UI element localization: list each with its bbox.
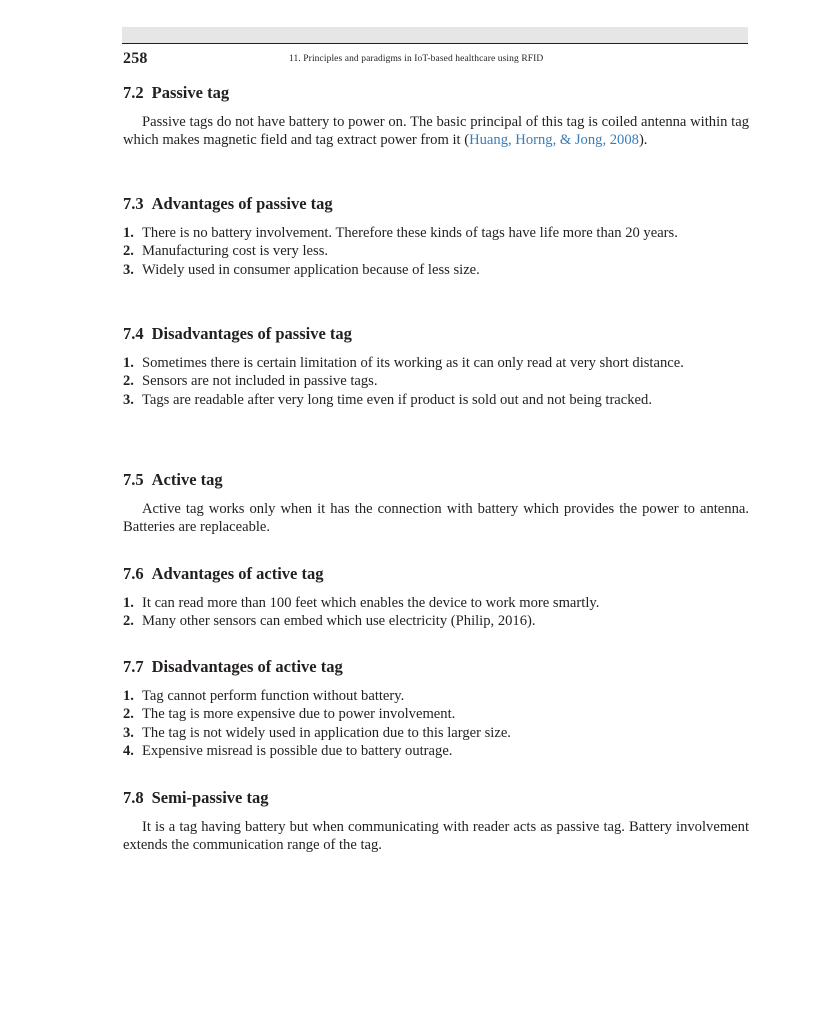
section-advantages-passive-tag	[123, 194, 749, 279]
header-band	[122, 27, 748, 43]
section-heading: 7.3 Advantages of passive tag	[123, 194, 333, 213]
numbered-list	[123, 594, 749, 631]
section-heading: 7.4 Disadvantages of passive tag	[123, 324, 352, 343]
section-disadvantages-passive-tag	[123, 324, 749, 409]
list-item: 1. Sometimes there is certain limitation of its working as it can only read at very short distance.	[123, 355, 684, 371]
section-heading: 7.7 Disadvantages of active tag	[123, 657, 343, 676]
list-item: 1. It can read more than 100 feet which enables the device to work more smartly.	[123, 595, 600, 611]
page-number: 258	[123, 50, 148, 67]
list-item: 3. Widely used in consumer application because of less size.	[123, 261, 480, 278]
list-item: 3. Tags are readable after very long time even if product is sold out and not being tracked.	[123, 391, 652, 408]
numbered-list	[123, 224, 749, 279]
section-advantages-active-tag	[123, 564, 749, 631]
list-item: 2. Many other sensors can embed which use electricity (Philip, 2016).	[123, 613, 536, 630]
section-heading: 7.5 Active tag	[123, 470, 223, 489]
section-active-tag	[123, 470, 749, 537]
numbered-list	[123, 687, 749, 760]
list-item: 2. Sensors are not included in passive tags.	[123, 373, 378, 390]
section-semi-passive-tag	[123, 788, 749, 855]
list-item: 1. Tag cannot perform function without battery.	[123, 688, 405, 704]
section-paragraph: It is a tag having battery but when communicating with reader acts as passive tag. Battery involvement extends the communication range of the tag.	[123, 819, 749, 854]
section-heading: 7.6 Advantages of active tag	[123, 564, 324, 583]
section-passive-tag	[123, 83, 749, 150]
list-item: 2. The tag is more expensive due to power involvement.	[123, 706, 456, 723]
section-paragraph: Passive tags do not have battery to power on. The basic principal of this tag is coiled antenna within tag which makes magnetic field and tag extract power from it (Huang, Horng, & Jong, 2008).	[123, 114, 749, 149]
list-item: 4. Expensive misread is possible due to battery outrage.	[123, 742, 453, 759]
running-head: 11. Principles and paradigms in IoT-based healthcare using RFID	[289, 54, 544, 64]
citation-link[interactable]: Huang, Horng, & Jong, 2008	[469, 132, 639, 149]
section-disadvantages-active-tag	[123, 657, 749, 760]
numbered-list	[123, 354, 749, 409]
list-item: 1. There is no battery involvement. Therefore these kinds of tags have life more than 20 years.	[123, 225, 678, 241]
list-item: 3. The tag is not widely used in application due to this larger size.	[123, 724, 511, 741]
header-rule	[122, 43, 748, 44]
section-heading: 7.2 Passive tag	[123, 83, 230, 102]
section-heading: 7.8 Semi-passive tag	[123, 788, 269, 807]
section-paragraph: Active tag works only when it has the connection with battery which provides the power to antenna. Batteries are replaceable.	[123, 501, 749, 536]
list-item: 2. Manufacturing cost is very less.	[123, 243, 329, 260]
